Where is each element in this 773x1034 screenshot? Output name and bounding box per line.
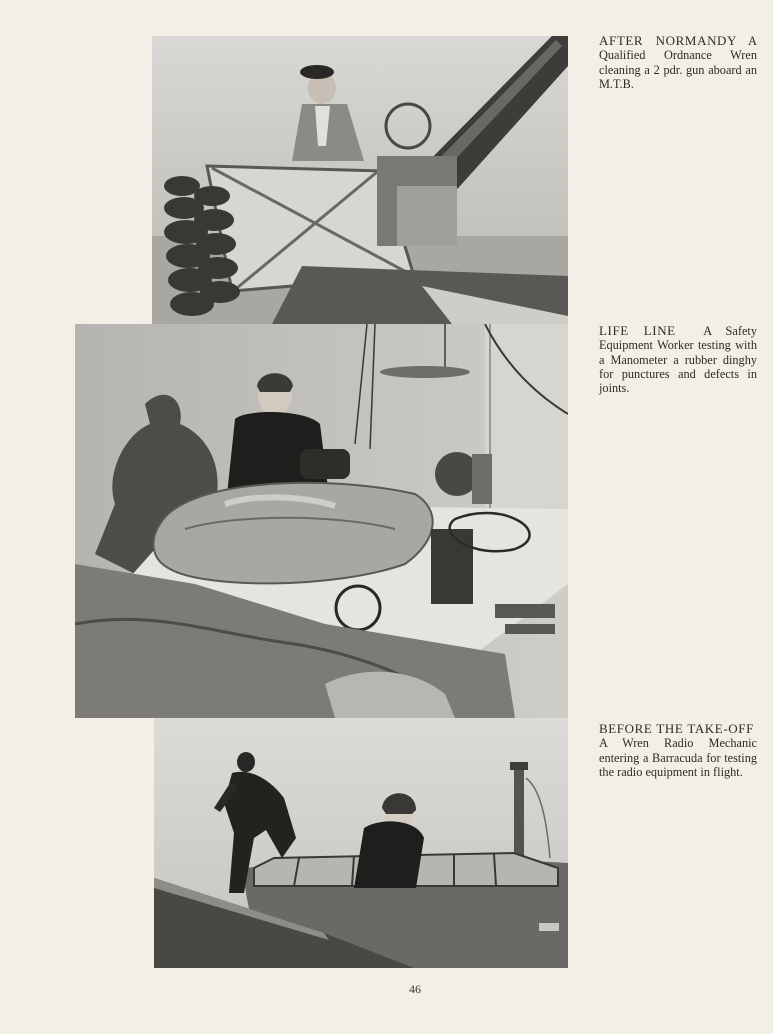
caption-text: A Safety Equipment Worker testing with a Manometer a rubber dinghy for punctures and defects in joints. [599,324,757,396]
wren-cleaning-gun-photo [152,36,568,324]
safety-worker-dinghy-photo [75,324,568,718]
caption-title: LIFE LINE [599,323,676,338]
caption-title: BEFORE THE TAKE-OFF [599,721,754,736]
dinghy-photo-graphic [75,324,568,718]
radio-mechanic-aircraft-photo [154,718,568,968]
page-number: 46 [409,982,421,996]
aircraft-photo-graphic [154,718,568,968]
caption-life-line [599,324,757,395]
gun-photo-graphic [152,36,568,324]
caption-after-normandy [599,34,757,91]
caption-text: A Wren Radio Mechanic entering a Barracuda for testing the radio equipment in flight. [599,736,757,779]
caption-title: AFTER NORMANDY [599,33,738,48]
caption-text: A Qualified Ordnance Wren cleaning a 2 pdr. gun aboard an M.T.B. [599,34,757,91]
caption-before-take-off [599,722,757,779]
